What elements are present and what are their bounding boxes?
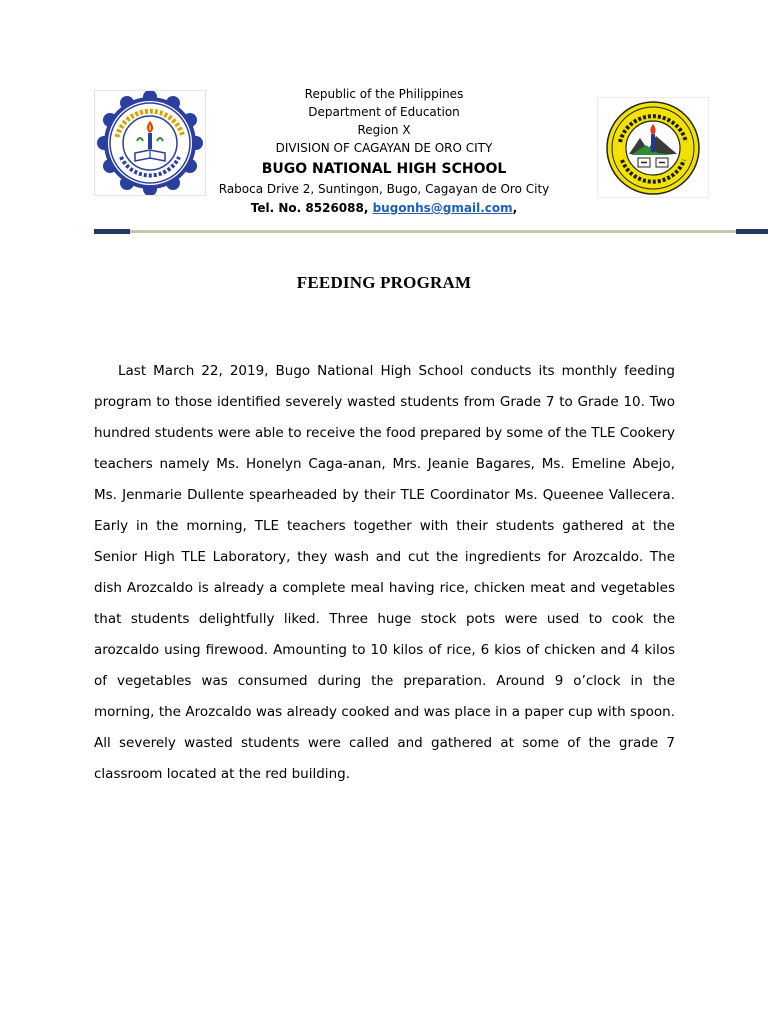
letterhead-country: Republic of the Philippines	[304, 87, 464, 101]
letterhead-department: Department of Education	[308, 105, 460, 119]
body-paragraph: Last March 22, 2019, Bugo National High School conducts its monthly feeding program to those identified severely wasted students from Grade 7 to Grade 10. Two hundred students were able to receive the food prepared by some of the TLE Cookery teachers namely Ms. Honelyn Caga-anan, Mrs. Jeanie Bagares, Ms. Emeline Abejo, Ms. Jenmarie Dullente spearheaded by their TLE Coordinator Ms. Queenee Vallecera. Early in the morning, TLE teachers together with their students gathered at the Senior High TLE Laboratory, they wash and cut the ingredients for Arozcaldo. The dish Arozcaldo is already a complete meal having rice, chicken meat and vegetables that students delightfully liked. Three huge stock pots were used to cook the arozcaldo using firewood. Amounting to 10 kilos of rice, 6 kios of chicken and 4 kilos of vegetables was consumed during the preparation. Around 9 o’clock in the morning, the Arozcaldo was already cooked and was place in a paper cup with spoon. All severely wasted students were called and gathered at some of the grade 7 classroom located at the red building.	[94, 363, 675, 782]
header-rule	[130, 230, 736, 233]
email-link[interactable]: bugonhs@gmail.com	[372, 201, 513, 215]
letterhead-contact	[0, 201, 768, 215]
telephone-number: Tel. No. 8526088,	[250, 201, 373, 215]
letterhead-division: DIVISION OF CAGAYAN DE ORO CITY	[275, 141, 493, 155]
header-rule-left-accent	[94, 229, 130, 234]
document-title: FEEDING PROGRAM	[296, 273, 472, 292]
header-rule-right-accent	[736, 229, 768, 234]
letterhead-address: Raboca Drive 2, Suntingon, Bugo, Cagayan de Oro City	[218, 182, 550, 196]
letterhead-school-name: BUGO NATIONAL HIGH SCHOOL	[261, 161, 507, 177]
contact-suffix: ,	[512, 201, 518, 215]
letterhead-region: Region X	[357, 123, 411, 137]
